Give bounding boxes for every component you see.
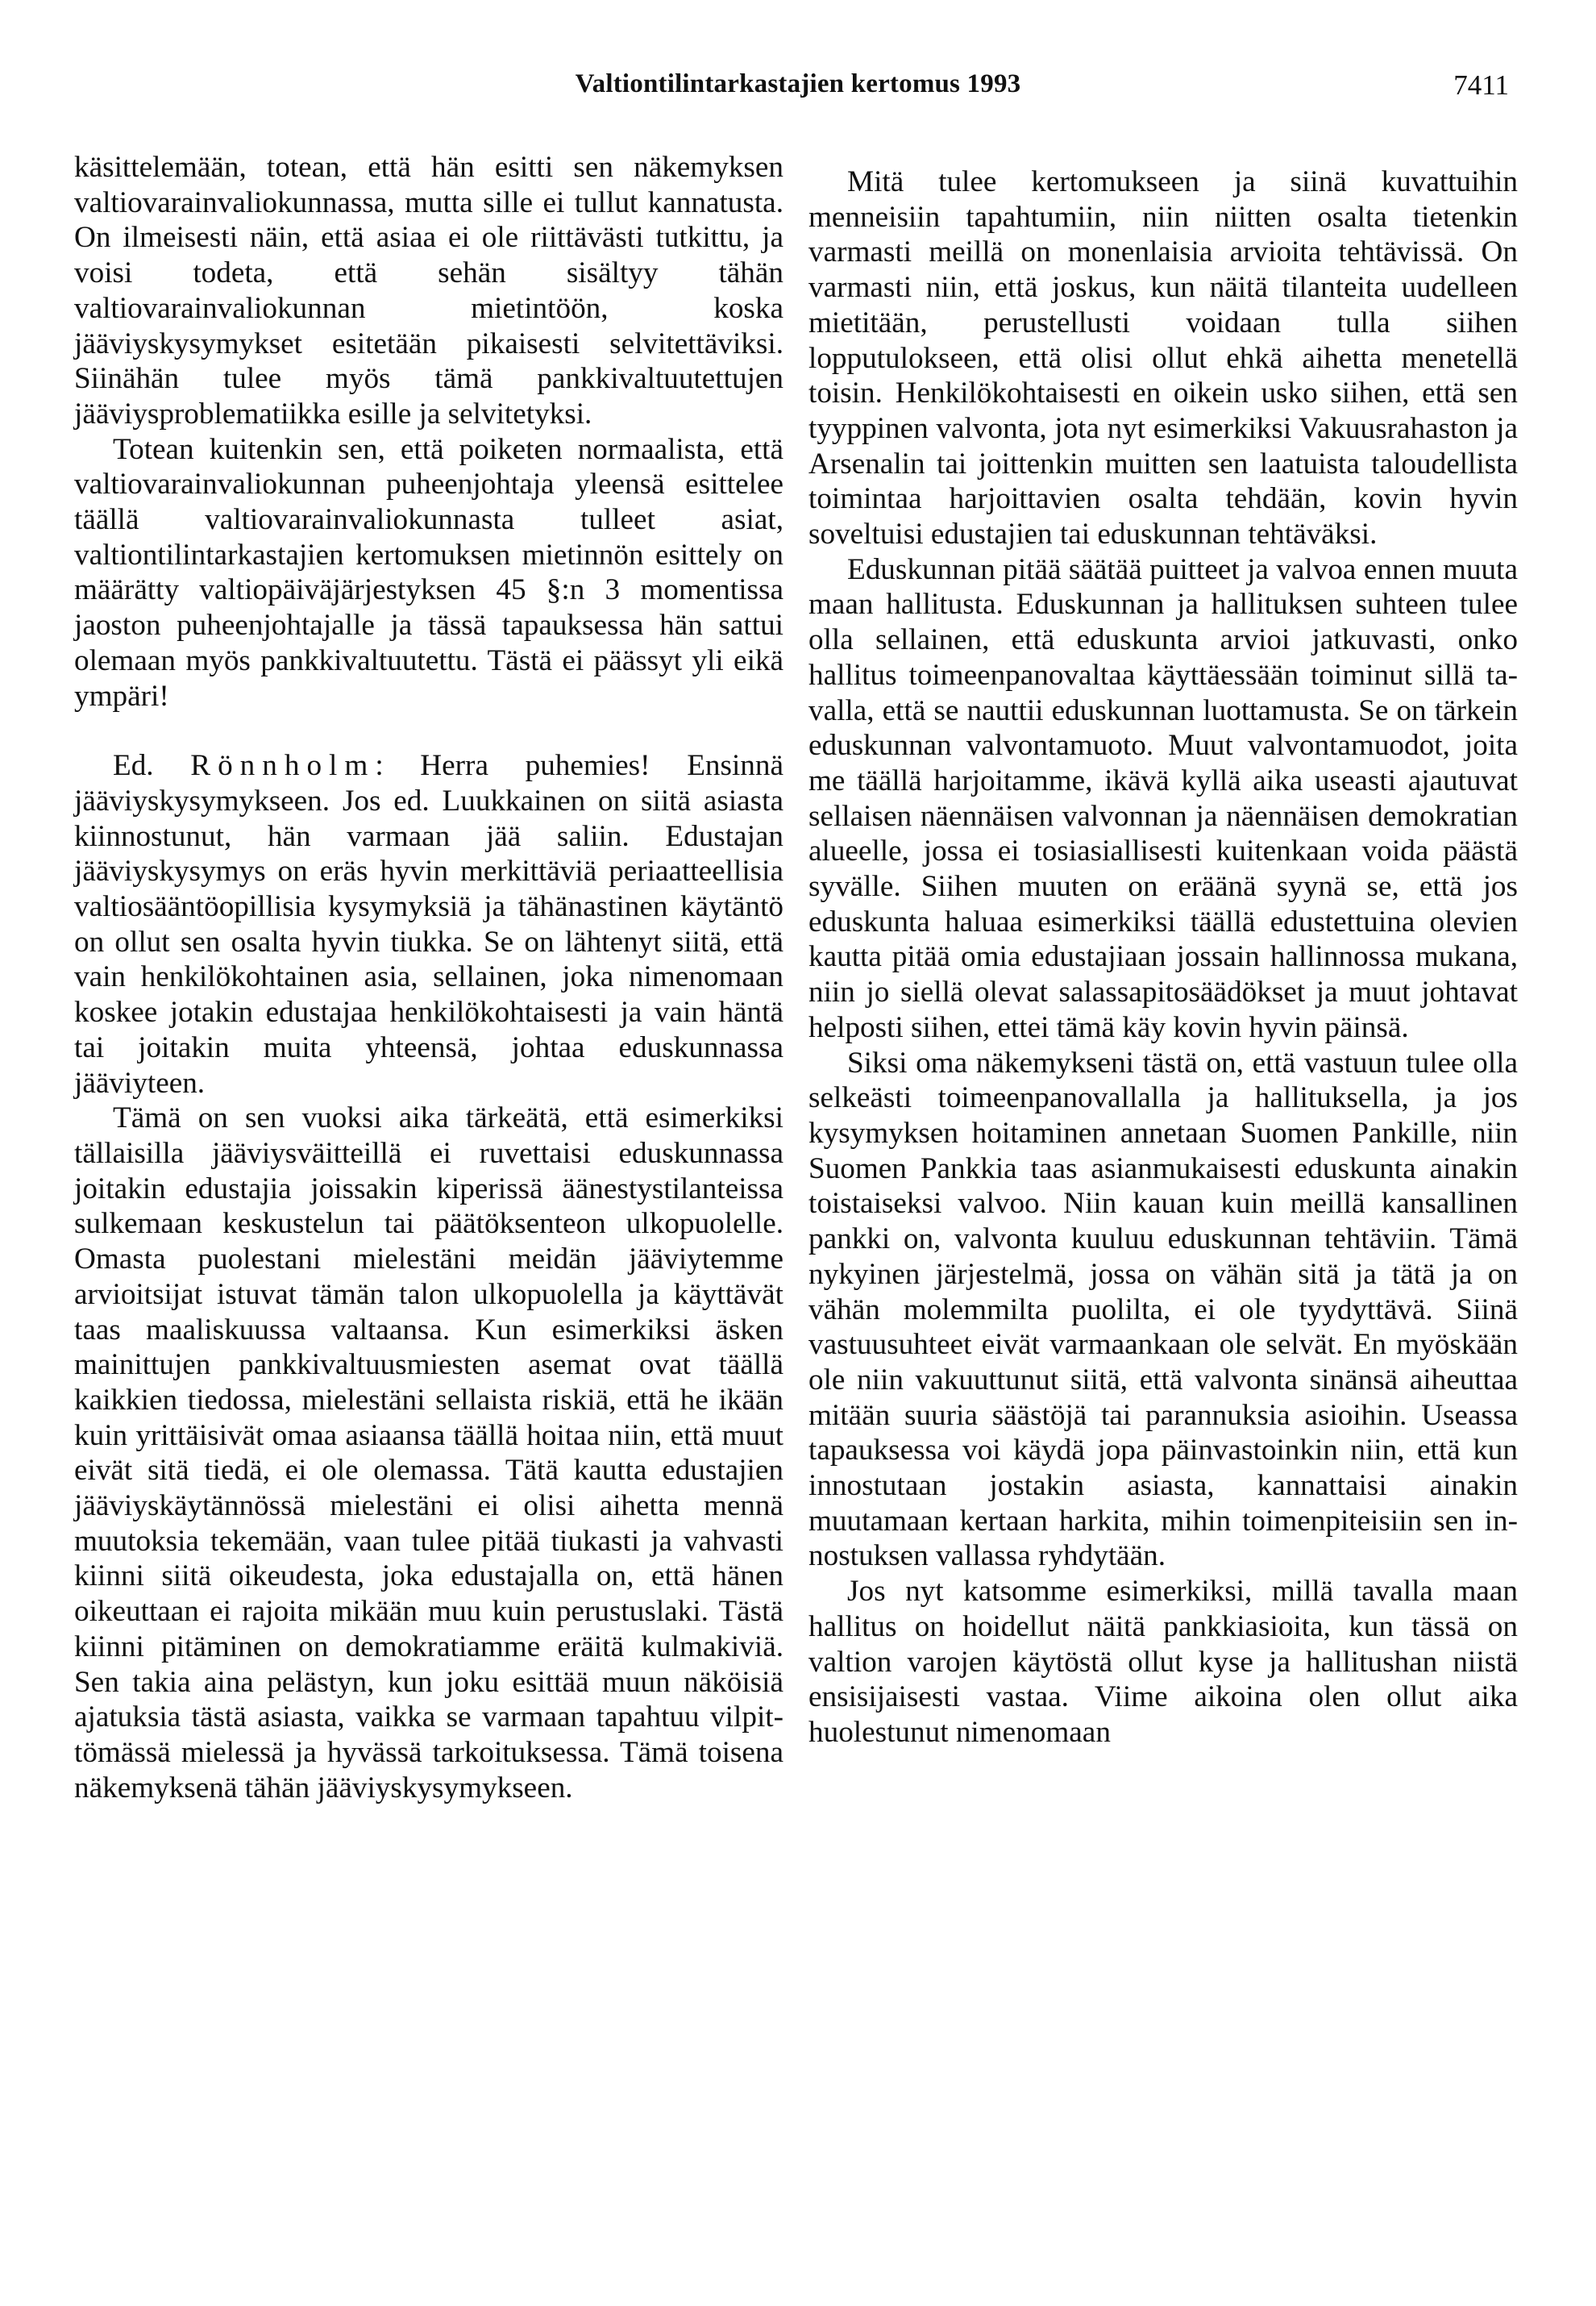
right-paragraph-1: Mitä tulee kertomukseen ja siinä kuvattuihin menneisiin tapahtumiin, niin niitten osalta tietenkin varmasti meillä on monenlaisia arvioita tehtävissä. On varmasti niin, että joskus, kun näitä tilanteita uudelleen mietitään, perustellusti voidaan tulla siihen lopputulokseen, että olisi ollut ehkä aihetta menetellä toisin. Henkilökohtaisesti en oikein usko siihen, että sen tyyppinen valvonta, jota nyt esimerkiksi Vakuusrahaston ja Arsenalin tai joittenkin muitten sen laatuista taloudellista toimintaa harjoittavien osalta tehdään, kovin hyvin soveltuisi edustajien tai eduskunnan tehtäväksi.	[808, 165, 1518, 552]
right-paragraph-3: Siksi oma näkemykseni tästä on, että vastuun tulee olla selkeästi toimeenpanovallalla ja hallituksella, ja jos kysymyksen hoitaminen annetaan Suomen Pankille, niin Suomen Pankkia taas asianmukaisesti eduskunta ainakin toistaiseksi valvoo. Niin kauan kuin meillä kansallinen pankki on, valvonta kuuluu eduskunnan tehtäviin. Tämä nykyinen järjestelmä, jossa on vähän sitä ja tätä ja on vähän molemmilta puolilta, ei ole tyydyttävä. Siinä vastuusuhteet eivät varmaankaan ole selvät. En myöskään ole niin vakuuttunut siitä, että valvonta sinänsä aiheuttaa mitään suuria säästöjä tai parannuksia asioihin. Useassa tapauksessa voi käydä jopa päinvastoinkin niin, että kun innostutaan jostakin asiasta, kannattaisi ainakin muutamaan kertaan harkita, mihin toimenpiteisiin sen innostuksen vallassa ryhdytään.	[808, 1046, 1518, 1573]
left-paragraph-4: Tämä on sen vuoksi aika tärkeätä, että esimerkiksi tällaisilla jääviysväitteillä ei ruvettaisi eduskunnassa joitakin edustajia joissakin kiperissä äänestystilanteissa sulkemaan keskustelun tai päätöksenteon ulkopuolelle. Omasta puolestani mielestäni meidän jääviytemme arvioitsijat istuvat tämän talon ulkopuolella ja käyttävät taas maaliskuussa valtaansa. Kun esimerkiksi äsken mainittujen pankkivaltuusmiesten asemat ovat täällä kaikkien tiedossa, mielestäni sellaista riskiä, että he ikään kuin yrittäisivät omaa asiaansa täällä hoitaa niin, että muut eivät sitä tiedä, ei ole olemassa. Tätä kautta edustajien jääviyskäytännössä mielestäni ei olisi aihetta mennä muutoksia tekemään, vaan tulee pitää tiukasti ja vahvasti kiinni siitä oikeudesta, joka edustajalla on, että hänen oikeuttaan ei rajoita mikään muu kuin perustuslaki. Tästä kiinni pitäminen on demokratiamme eräitä kulmakiviä. Sen takia aina pelästyn, kun joku esittää muun näköisiä ajatuksia tästä asiasta, vaikka se varmaan tapahtuu vilpittömässä mielessä ja hyvässä tarkoituksessa. Tämä toisena näkemyksenä tähän jääviyskysymykseen.	[74, 1101, 783, 1804]
right-paragraph-2: Eduskunnan pitää säätää puitteet ja valvoa ennen muuta maan hallitusta. Eduskunnan ja hallituksen suhteen tulee olla sellainen, että eduskunta arvioi jatkuvasti, onko hallitus toimeenpanovaltaa käyttäessään toiminut sillä tavalla, että se nauttii eduskunnan luottamusta. Se on tärkein eduskunnan valvontamuoto. Muut valvontamuodot, joita me täällä harjoitamme, ikävä kyllä aika useasti ajautuvat sellaisen näennäisen valvonnan ja näennäisen demokratian alueelle, jossa ei tosiasiallisesti kuitenkaan voida päästä syvälle. Siihen muuten on eräänä syynä se, että jos eduskunta haluaa esimerkiksi täällä edustettuina olevien kautta pitää omia edustajiaan jossain hallinnossa mukana, niin jo siellä olevat salassapitosäädökset ja muut johtavat helposti siihen, ettei tämä käy kovin hyvin päinsä.	[808, 552, 1518, 1044]
header-title: Valtiontilintarkastajien kertomus 1993	[575, 69, 1021, 98]
left-paragraph-1: käsittelemään, totean, että hän esitti sen näkemyksen valtiovarainvaliokunnassa, mutta sille ei tullut kannatusta. On ilmeisesti näin, että asiaa ei ole riittävästi tutkittu, ja voisi todeta, että sehän sisältyy tähän valtiovarainvaliokunnan mietintöön, koska jääviyskysymykset esitetään pikaisesti selvitettäviksi. Siinähän tulee myös tämä pankkivaltuutettujen jääviysproblematiikka esille ja selvitetyksi.	[74, 151, 783, 431]
left-paragraph-2: Totean kuitenkin sen, että poiketen normaalista, että valtiovarainvaliokunnan puheenjohtaja yleensä esittelee täällä valtiovarainvaliokunnasta tulleet asiat, valtiontilintarkastajien kertomuksen mietinnön esittely on määrätty valtiopäiväjärjestyksen 45 §:n 3 momentissa jaoston puheenjohtajalle ja tässä tapauksessa hän sattui olemaan myös pankkivaltuutettu. Tästä ei päässyt yli eikä ympäri!	[74, 432, 783, 713]
right-column	[808, 164, 1518, 1750]
speaker-prefix: Ed.	[113, 749, 154, 783]
right-paragraph-4: Jos nyt katsomme esimerkiksi, millä tavalla maan hallitus on hoidellut näitä pankkiasioita, kun tässä on valtion varojen käytöstä ollut kyse ja hallitushan niistä ensisijaisesti vastaa. Viime aikoina olen ollut aika huolestunut nimenomaan	[808, 1575, 1518, 1749]
page-number: 7411	[1453, 69, 1509, 101]
speech-paragraph	[74, 748, 783, 1101]
speaker-name: Rönnholm	[190, 749, 376, 783]
left-column	[74, 150, 783, 1805]
running-header	[0, 69, 1596, 110]
speech-text: : Herra puhemies! Ensinnä jääviyskysymykseen. Jos ed. Luukkainen on siitä asiasta kiinnostunut, hän varmaan jää saliin. Edustajan jääviyskysymys on eräs hyvin merkittäviä periaatteellisia valtiosääntöopillisia kysymyksiä ja tähänastinen käytäntö on ollut sen osalta hyvin tiukka. Se on lähtenyt siitä, että vain henkilökohtainen asia, sellainen, joka nimenomaan koskee jotakin edustajaa henkilökohtaisesti ja vain häntä tai joitakin muita yhteensä, johtaa eduskunnassa jääviyteen.	[74, 749, 783, 1100]
